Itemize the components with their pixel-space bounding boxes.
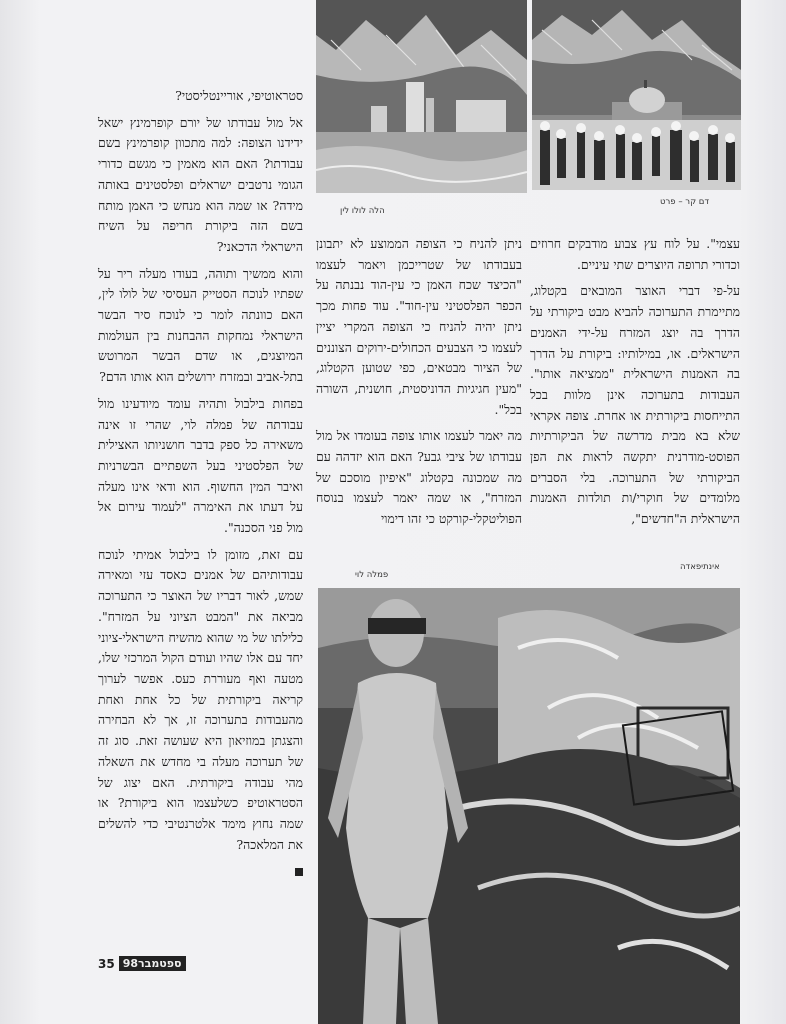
caption-intifada-artist: פמלה לוי: [355, 570, 389, 580]
article-column-middle: [316, 234, 522, 536]
photo-dome-of-the-rock: [532, 0, 741, 190]
page-number: 35: [98, 956, 115, 971]
caption-intifada-title: אינתיפאדה: [680, 562, 720, 572]
paragraph: מה יאמר לעצמו אותו צופה בעומדו אל מול עבודתו של ציבי גבע? האם הוא יזדהה עם מה שמכונה בקטלוג "איפיון מוסכם של המזרח", או שמה יאמר לעצמו בנוסח הפוליטקלי-קורקט כי זהו דימוי: [316, 428, 522, 527]
article-column-left: [98, 86, 303, 882]
issue-date: [119, 956, 186, 971]
paragraph: אל מול עבודתו של יורם קופרמינץ ישאל ידידנו הצופה: למה מתכוון קופרמינץ בשם עבודתו? האם הוא מאמין כי מגשם כדורי הגומי נרטבים ישראלים ופלסטינים באותה מידה? או שמה הוא מנחש כי האמן מותח בשם הזה ביקורת חריפה על השיח הישראלי הדכאני?: [98, 114, 303, 254]
issue-year: 98: [122, 957, 139, 970]
caption-photo-dome: דם קר – פרט: [660, 197, 710, 207]
paragraph: והוא ממשיך ותוהה, בעודו מעלה ריר על שפתיו לנוכח הסטייק העסיסי של לולו לין, האם כוונתה לומר כי לנוכח סיר הבשר הישראלי נמחקות ההבחנות בין העולמות המיוצגים, או שדם הבשר המרוטש בתל-אביב ובמזרח ירושלים הוא אותו הדם?: [98, 265, 303, 385]
photo-tel-aviv-beach: [316, 0, 527, 193]
paragraph: בפחות בילבול ותהיה עומד מיודעינו מול עבודתה של פמלה לוי, שהרי זו אינה משאירה כל ספק בדבר חושניותו האצילית של הפלסטיני בעל השפתיים הבשרניות ואיבר המין החשוף. הוא ודאי אינו מעלה על דעתו את האימרה "לעמוד עירום אל מול פני הסכנה".: [98, 395, 303, 536]
painting-intifada: [318, 588, 740, 1024]
paragraph: על-פי דברי האוצר המובאים בקטלוג, מתיימרת התערוכה להביא מבט ביקורתי על הדרך בה יוצג המזרח על-ידי האמנים הישראלים. או, במילותיו: ביקורת על הדרך בה האמנות הישראלית "ממציאה אותו". העבודות בתערוכה אינן מלוות בכל התייחסות ביקורתית או אחרת. צופה אקראי שלא בא מבית מדרשה של הביקורתיות הפוסט-מודרנית יתקשה לראות את הפן הביקורתי של התערוכה. בלי הסברים מלומדים של חוקרי/ות תולדות האמנות הישראלית ה"חדשים",: [530, 283, 740, 527]
issue-month: ספטמבר: [138, 957, 182, 970]
end-of-article-mark: [295, 868, 303, 876]
paragraph: עם זאת, מזומן לו בילבול אמיתי לנוכח עבודותיהם של אמנים כאסד עזי ומאירה שמש, לאור דבריו של האוצר כי התערוכה מביאה את "המבט הציוני על המזרח". כלילתו של מי שהוא מהשיח הישראלי-ציוני יחד עם אלו שהיו ועודם הקול המרכזי שלו, מטעה ואף מעוררת כעס. אפשר לערוך קריאה ביקורתית של כל אחת ואחת מהעבודות בתערוכה זו, אך לא הבחירה והצגתן במוזיאון היא שעושה זאת. סוג זה של תערוכה מעלה בי מחדש את השאלה מהי עבודה ביקורתית. האם יצוג של הסטראוטיפ כשלעצמו הוא ביקורת? או שמה נחוץ מימד אלטרנטיבי כדי להשלים את המלאכה?: [98, 546, 303, 852]
article-column-right: [530, 234, 740, 536]
page-folio: [98, 956, 186, 971]
paragraph: סטראוטיפי, אוריינטליסטי?: [175, 88, 303, 103]
paragraph: ניתן להניח כי הצופה הממוצע לא יתבונן בעבודתו של שטרייכמן ויאמר לעצמו "הכיצד שכח האמן כי עין-הוד נבנתה על הכפר הפלסטיני עין-חוד". עוד פחות מכך ניתן יהיה להניח כי הצופה המקרי יציין לעצמו כי הצבעים הכחולים-ירוקים הצוננים של הציור מבטאים, כפי שטוען הקטלוג, "מעין חגיגיות הדוניסטית, חושנית, השורה בכל".: [316, 236, 522, 417]
caption-photo-beach: הלה לולו לין: [340, 206, 385, 216]
paragraph: עצמי". על לוח עץ צבוע מודבקים חרוזים וכדורי תרופה היוצרים שתי עיניים.: [530, 236, 740, 272]
